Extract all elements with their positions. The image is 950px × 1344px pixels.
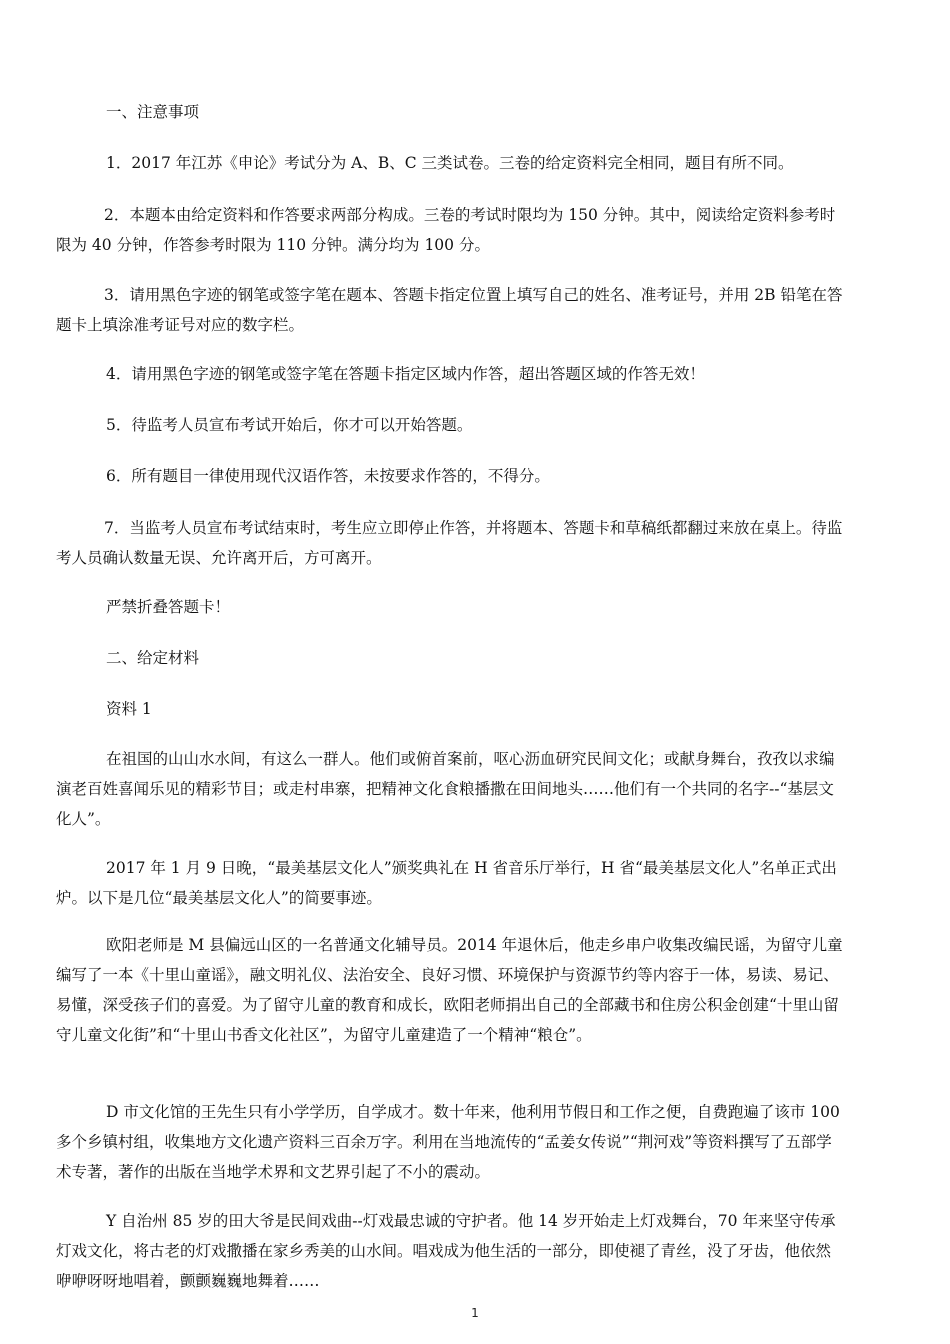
source-title: 资料 1 xyxy=(106,700,152,718)
warning-text: 严禁折叠答题卡！ xyxy=(106,598,231,616)
notice-item-7: 7．当监考人员宣布考试结束时，考生应立即停止作答，并将题本、答题卡和草稿纸都翻过来放在桌上。待监考人员确认数量无误、允许离开后，方可离开。 xyxy=(56,519,843,567)
notice-item-6: 6．所有题目一律使用现代汉语作答，未按要求作答的，不得分。 xyxy=(106,467,550,485)
notice-item-3: 3．请用黑色字迹的钢笔或签字笔在题本、答题卡指定位置上填写自己的姓名、准考证号，并用 2B 铅笔在答题卡上填涂准考证号对应的数字栏。 xyxy=(56,286,843,334)
material-paragraph-2: 2017 年 1 月 9 日晚，“最美基层文化人”颁奖典礼在 H 省音乐厅举行，H 省“最美基层文化人”名单正式出炉。以下是几位“最美基层文化人”的简要事迹。 xyxy=(56,859,837,907)
material-paragraph-5: Y 自治州 85 岁的田大爷是民间戏曲--灯戏最忠诚的守护者。他 14 岁开始走上灯戏舞台，70 年来坚守传承灯戏文化，将古老的灯戏撒播在家乡秀美的山水间。唱戏成为他生活的一部分，即使褪了青丝，没了牙齿，他依然咿咿呀呀地唱着，颤颤巍巍地舞着…… xyxy=(56,1212,836,1290)
material-paragraph-4: D 市文化馆的王先生只有小学学历，自学成才。数十年来，他利用节假日和工作之便，自费跑遍了该市 100 多个乡镇村组，收集地方文化遗产资料三百余万字。利用在当地流传的“孟姜女传说”“荆河戏”等资料撰写了五部学术专著，著作的出版在当地学术界和文艺界引起了不小的震动。 xyxy=(56,1103,840,1181)
page-number: 1 xyxy=(471,1306,479,1320)
material-paragraph-3: 欧阳老师是 M 县偏远山区的一名普通文化辅导员。2014 年退休后，他走乡串户收集改编民谣，为留守儿童编写了一本《十里山童谣》，融文明礼仪、法治安全、良好习惯、环境保护与资源节约等内容于一体，易读、易记、易懂，深受孩子们的喜爱。为了留守儿童的教育和成长，欧阳老师捐出自己的全部藏书和住房公积金创建“十里山留守儿童文化街”和“十里山书香文化社区”，为留守儿童建造了一个精神“粮仓”。 xyxy=(56,936,843,1044)
material-paragraph-1: 在祖国的山山水水间，有这么一群人。他们或俯首案前，呕心沥血研究民间文化；或献身舞台，孜孜以求编演老百姓喜闻乐见的精彩节目；或走村串寨，把精神文化食粮播撒在田间地头……他们有一个共同的名字--“基层文化人”。 xyxy=(56,750,835,828)
notice-item-2: 2．本题本由给定资料和作答要求两部分构成。三卷的考试时限均为 150 分钟。其中，阅读给定资料参考时限为 40 分钟，作答参考时限为 110 分钟。满分均为 100 分。 xyxy=(56,206,836,254)
section-heading-materials: 二、给定材料 xyxy=(106,649,200,667)
notice-item-1: 1．2017 年江苏《申论》考试分为 A、B、C 三类试卷。三卷的给定资料完全相同，题目有所不同。 xyxy=(106,154,794,172)
notice-item-5: 5．待监考人员宣布考试开始后，你才可以开始答题。 xyxy=(106,416,473,434)
notice-item-4: 4．请用黑色字迹的钢笔或签字笔在答题卡指定区域内作答，超出答题区域的作答无效！ xyxy=(106,365,705,383)
section-heading-notice: 一、注意事项 xyxy=(106,103,200,121)
